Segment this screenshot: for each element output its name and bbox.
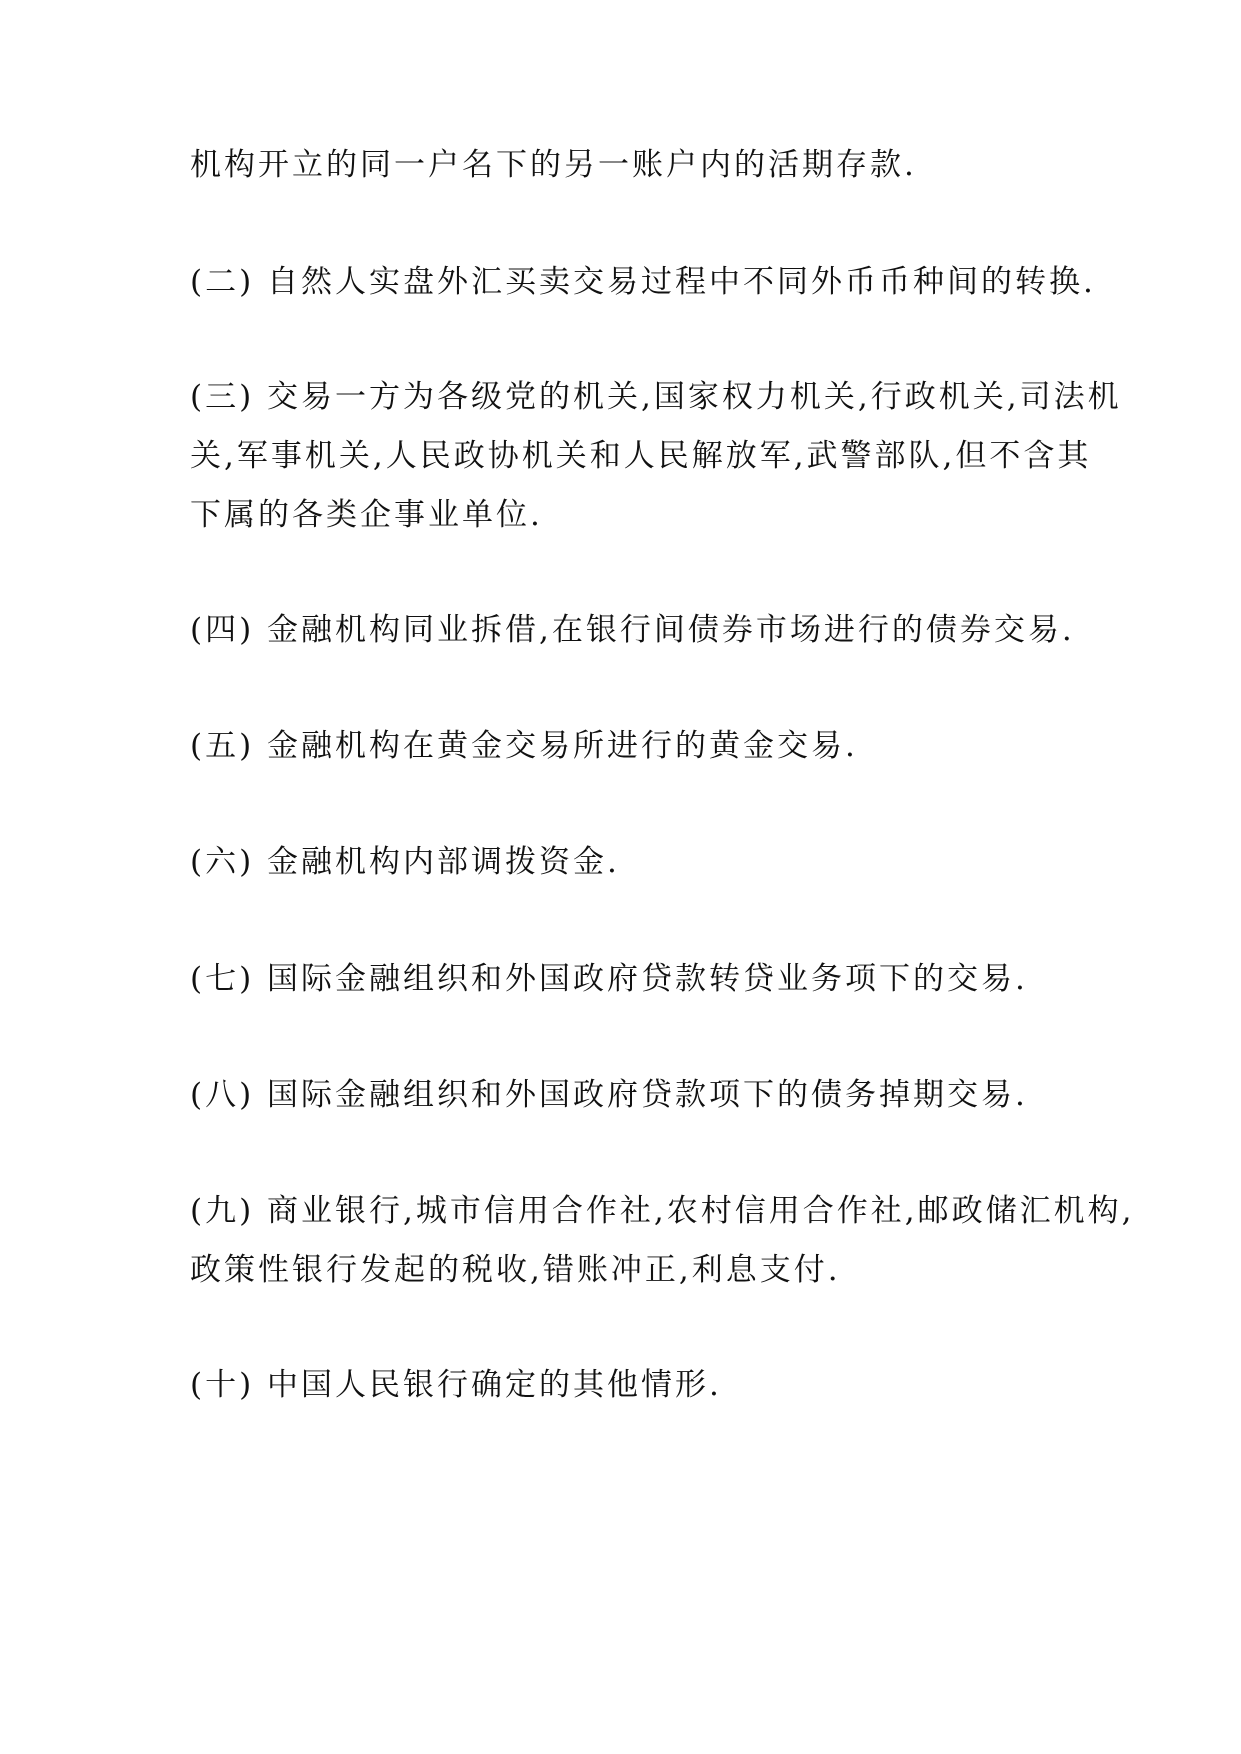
paragraph-line: (九) 商业银行,城市信用合作社,农村信用合作社,邮政储汇机构,: [190, 1193, 1135, 1229]
paragraph-line: (六) 金融机构内部调拨资金.: [190, 844, 620, 880]
paragraph-line: (三) 交易一方为各级党的机关,国家权力机关,行政机关,司法机: [190, 379, 1122, 415]
paragraph-item-9: [190, 1182, 1135, 1300]
paragraph-line: 政策性银行发起的税收,错账冲正,利息支付.: [190, 1252, 841, 1288]
paragraph-item-8: [190, 1066, 1070, 1125]
paragraph-line: 关,军事机关,人民政协机关和人民解放军,武警部队,但不含其: [190, 438, 1092, 474]
paragraph-item-7: [190, 950, 1070, 1009]
paragraph-item-4: [190, 601, 1075, 660]
paragraph-line: 机构开立的同一户名下的另一账户内的活期存款.: [190, 147, 917, 183]
paragraph-line: (八) 国际金融组织和外国政府贷款项下的债务掉期交易.: [190, 1077, 1028, 1113]
paragraph-item-2: [190, 253, 1096, 312]
paragraph-line: (七) 国际金融组织和外国政府贷款转贷业务项下的交易.: [190, 961, 1028, 997]
paragraph-item-3: [190, 368, 1122, 545]
paragraph-line: (十) 中国人民银行确定的其他情形.: [190, 1367, 722, 1403]
paragraph-continuation: [190, 136, 1070, 195]
paragraph-line: 下属的各类企事业单位.: [190, 497, 543, 533]
paragraph-item-10: [190, 1356, 1070, 1415]
paragraph-line: (五) 金融机构在黄金交易所进行的黄金交易.: [190, 728, 858, 764]
paragraph-line: (四) 金融机构同业拆借,在银行间债券市场进行的债券交易.: [190, 612, 1075, 648]
paragraph-line: (二) 自然人实盘外汇买卖交易过程中不同外币币种间的转换.: [190, 264, 1096, 300]
paragraph-item-6: [190, 833, 1070, 892]
paragraph-item-5: [190, 717, 1070, 776]
